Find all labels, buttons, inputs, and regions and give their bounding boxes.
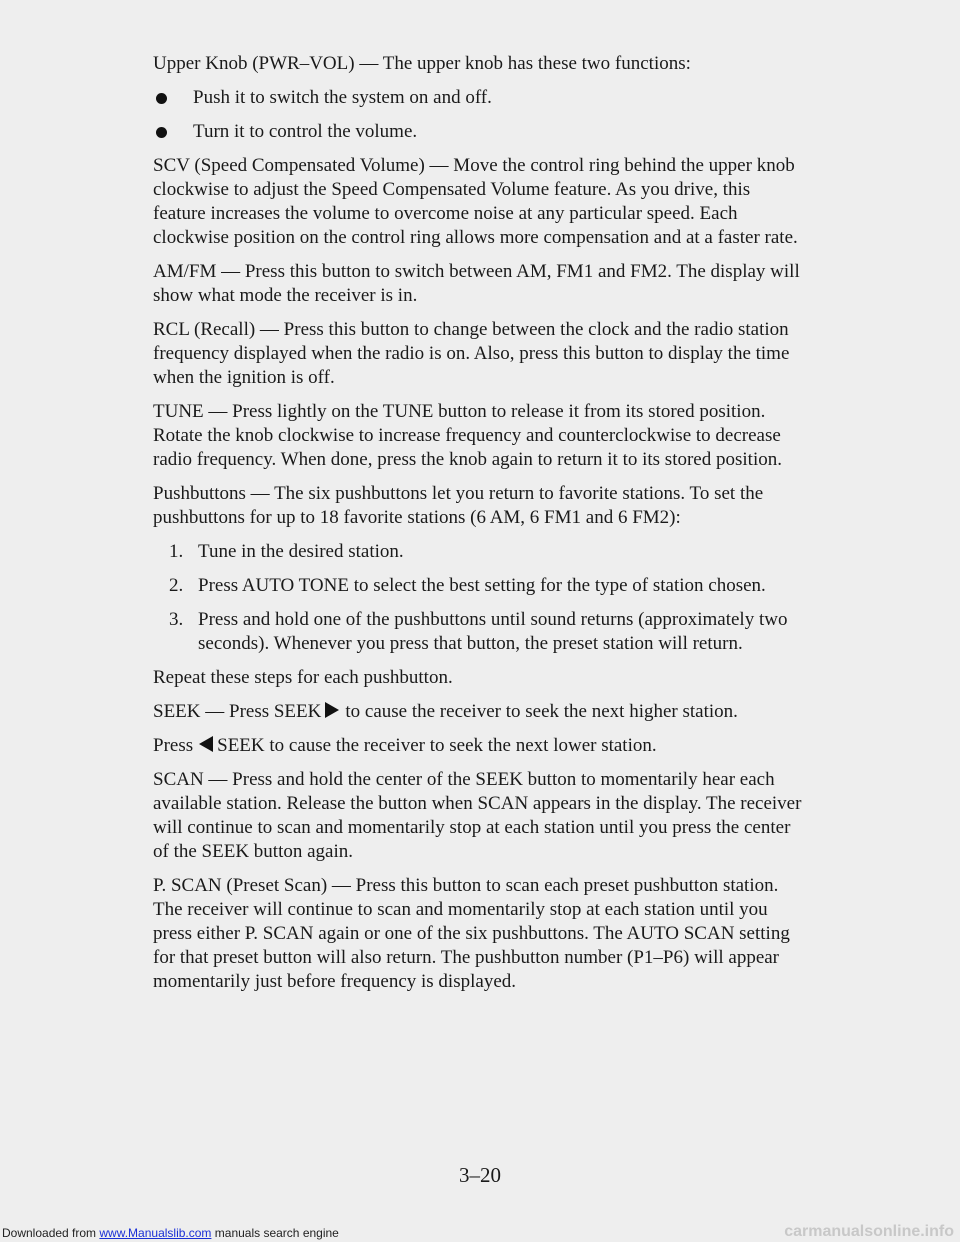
list-item [153,86,803,110]
scan-paragraph: SCAN — Press and hold the center of the SEEK button to momentarily hear each available station. Release the button when SCAN appears in the display. The receiver will continue to scan and momentarily stop at each station until you press the center of the SEEK button again. [153,769,802,862]
step-text: Tune in the desired station. [198,541,404,562]
left-arrow-icon [199,736,213,752]
list-item [153,120,803,144]
pushbuttons-paragraph: Pushbuttons — The six pushbuttons let you return to favorite stations. To set the pushbuttons for up to 18 favorite stations (6 AM, 6 FM1 and 6 FM2): [153,483,764,528]
bullet-text: Turn it to control the volume. [193,121,418,142]
seek-up-text-after: to cause the receiver to seek the next higher station. [345,701,738,722]
watermark: carmanualsonline.info [784,1223,954,1240]
footer-suffix: manuals search engine [211,1226,339,1240]
preset-scan-paragraph: P. SCAN (Preset Scan) — Press this button to scan each preset pushbutton station. The receiver will continue to scan and momentarily stop at each station until you press either P. SCAN again or one of the six pushbuttons. The AUTO SCAN setting for that preset button will also return. The pushbutton number (P1–P6) will appear momentarily just before frequency is displayed. [153,875,790,992]
right-arrow-icon [325,702,339,718]
step-number: 1. [169,541,184,562]
amfm-paragraph: AM/FM — Press this button to switch between AM, FM1 and FM2. The display will show what mode the receiver is in. [153,261,800,306]
scv-paragraph: SCV (Speed Compensated Volume) — Move the control ring behind the upper knob clockwise to adjust the Speed Compensated Volume feature. As you drive, this feature increases the volume to overcome noise at any particular speed. Each clockwise position on the control ring allows more compensation and at a faster rate. [153,155,798,248]
tune-paragraph: TUNE — Press lightly on the TUNE button to release it from its stored position. Rotate the knob clockwise to increase frequency and counterclockwise to decrease radio frequency. When done, press the knob again to return it to its stored position. [153,401,782,470]
seek-up-text-before: SEEK — Press SEEK [153,701,322,722]
manualslib-link[interactable]: www.Manualslib.com [99,1226,212,1240]
step-item [153,574,803,598]
seek-down-paragraph [153,734,803,758]
repeat-paragraph: Repeat these steps for each pushbutton. [153,667,453,688]
bullet-icon [156,93,167,104]
seek-up-paragraph [153,700,803,724]
step-number: 3. [169,609,184,630]
rcl-paragraph: RCL (Recall) — Press this button to change between the clock and the radio station frequency displayed when the radio is on. Also, press this button to display the time when the ignition is off. [153,319,790,388]
page-content [153,52,803,1004]
page-number: 3–20 [459,1163,501,1187]
pushbutton-steps-list [153,540,803,656]
step-text: Press and hold one of the pushbuttons until sound returns (approximately two seconds). Whenever you press that button, the preset station will return. [198,609,788,654]
upper-knob-functions-list [153,86,803,144]
step-item [153,608,803,656]
seek-down-text-before: Press [153,735,194,756]
step-item [153,540,803,564]
download-footer [2,1226,339,1240]
upper-knob-paragraph: Upper Knob (PWR–VOL) — The upper knob has these two functions: [153,53,691,74]
seek-down-text-after: SEEK to cause the receiver to seek the next lower station. [217,735,657,756]
step-text: Press AUTO TONE to select the best setting for the type of station chosen. [198,575,766,596]
bullet-text: Push it to switch the system on and off. [193,87,492,108]
bullet-icon [156,127,167,138]
step-number: 2. [169,575,184,596]
footer-prefix: Downloaded from [2,1226,100,1240]
